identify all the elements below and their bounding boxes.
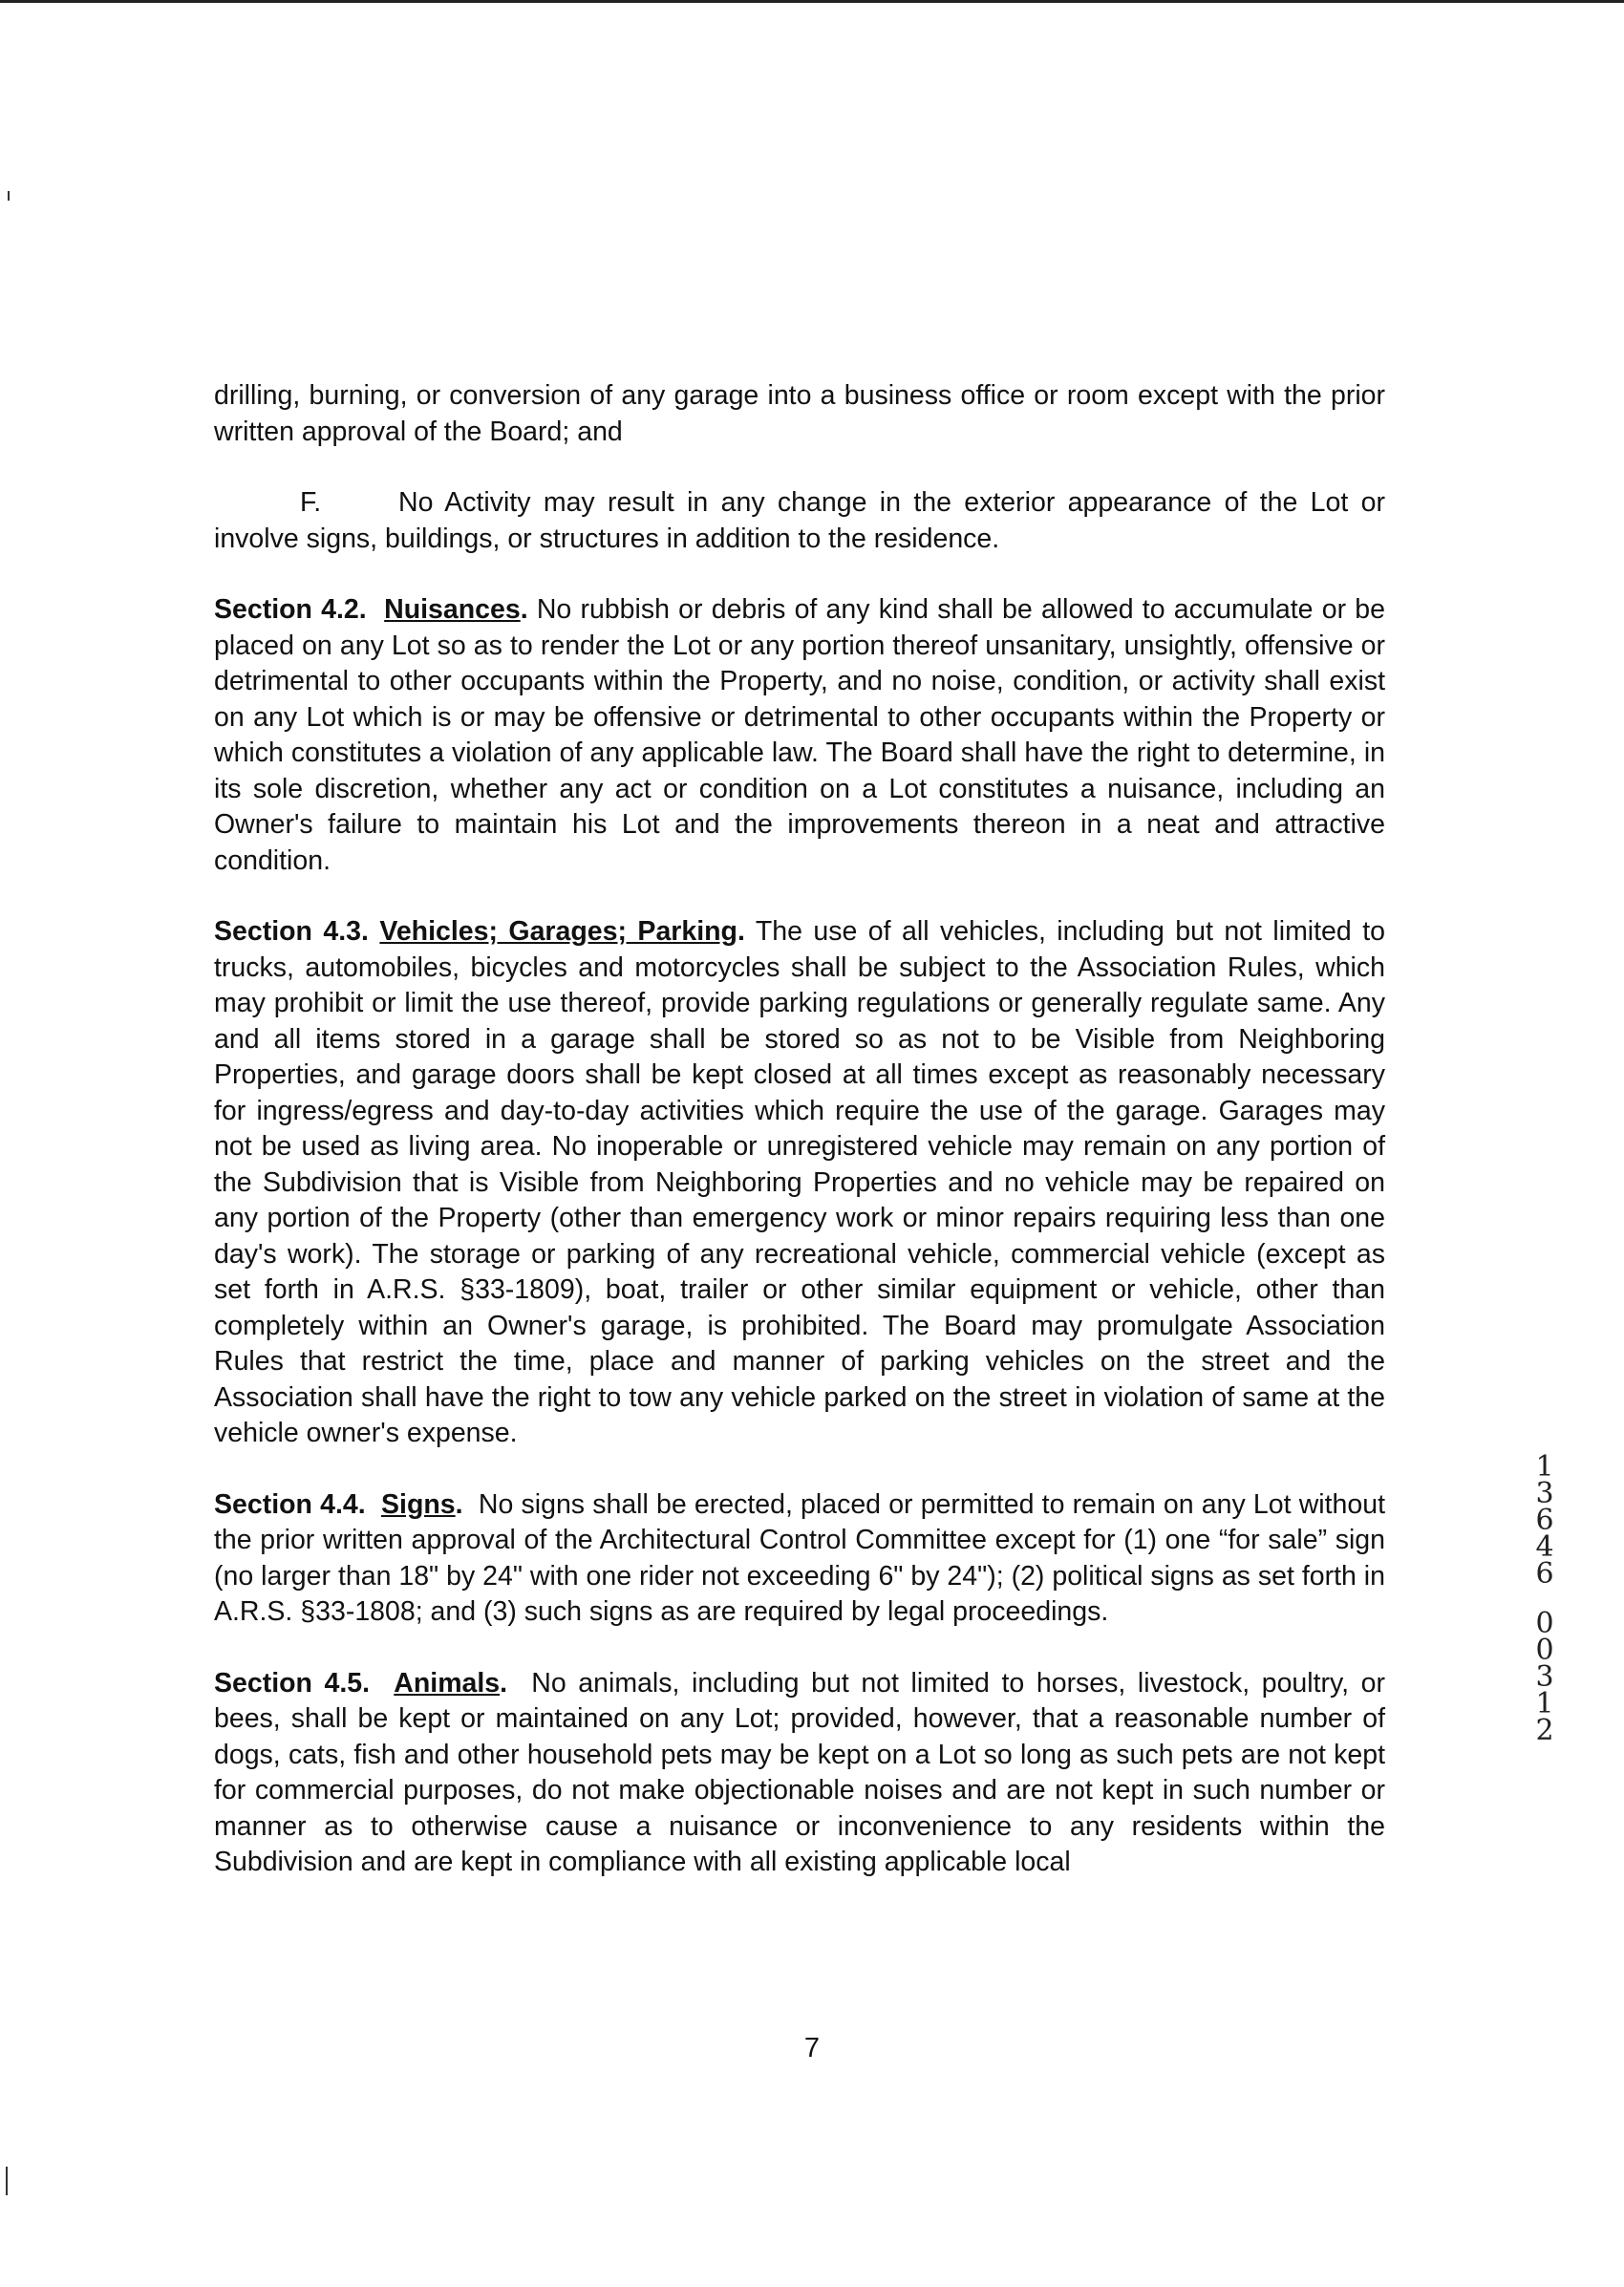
section-4-4-text: No signs shall be erected, placed or permitted to remain on any Lot without the prior written approval of the Architectural Control Committee except for (1) one “for sale” sign (no larger than 18" by 24" with one rider not exceeding 6" by 24"); (2) political signs as set forth in A.R.S. §33-1808; and (3) such signs as are required by legal proceedings. bbox=[214, 1488, 1385, 1627]
stamp-digit: 6 bbox=[1535, 1557, 1554, 1591]
scan-mark-left-top bbox=[8, 191, 10, 201]
section-4-5-text: No animals, including but not limited to horses, livestock, poultry, or bees, shall be kept or maintained on any Lot; provided, however, that a reasonable number of dogs, cats, fish and other household pets may be kept on a Lot so long as such pets are not kept for commercial purposes, do not make objectionable noises and are not kept in such number or manner as to otherwise cause a nuisance or inconvenience to any residents within the Subdivision and are kept in compliance with all existing applicable local bbox=[214, 1667, 1385, 1877]
stamp-digit: 1 bbox=[1535, 1450, 1554, 1484]
section-4-4: Section 4.4. Signs. No signs shall be erected, placed or permitted to remain on any Lot without the prior written approval of the Architectural Control Committee except for (1) one “for sale” sign (no larger than 18" by 24" with one rider not exceeding 6" by 24"); (2) political signs as set forth in A.R.S. §33-1808; and (3) such signs as are required by legal proceedings. bbox=[214, 1488, 1385, 1627]
stamp-digit: 0 bbox=[1535, 1607, 1554, 1640]
page-number: 7 bbox=[803, 2033, 821, 2063]
document-body bbox=[214, 378, 1385, 1916]
section-4-2-text: No rubbish or debris of any kind shall be allowed to accumulate or be placed on any Lot so as to render the Lot or any portion thereof unsanitary, unsightly, offensive or detrimental to other occupants within the Property, and no noise, condition, or activity shall exist on any Lot which is or may be offensive or detrimental to other occupants within the Property or which constitutes a violation of any applicable law. The Board shall have the right to determine, in its sole discretion, whether any act or condition on a Lot constitutes a nuisance, including an Owner's failure to maintain his Lot and the improvements thereon in a neat and attractive condition. bbox=[214, 594, 1385, 876]
paragraph-continuation: drilling, burning, or conversion of any garage into a business office or room except with the prior written approval of the Board; and bbox=[214, 380, 1385, 447]
section-4-2: Section 4.2. Nuisances. No rubbish or debris of any kind shall be allowed to accumulate or be placed on any Lot so as to render the Lot or any portion thereof unsanitary, unsightly, offensive or detrimental to other occupants within the Property, and no noise, condition, or activity shall exist on any Lot which is or may be offensive or detrimental to other occupants within the Property or which constitutes a violation of any applicable law. The Board shall have the right to determine, in its sole discretion, whether any act or condition on a Lot constitutes a nuisance, including an Owner's failure to maintain his Lot and the improvements thereon in a neat and attractive condition. bbox=[214, 594, 1385, 876]
stamp-digit: 0 bbox=[1535, 1634, 1554, 1667]
scan-top-edge bbox=[0, 0, 1624, 3]
recording-number-stamp bbox=[1528, 1450, 1561, 1747]
section-4-2-title: Nuisances bbox=[384, 594, 521, 625]
section-4-5-number: Section 4.5. bbox=[214, 1667, 371, 1699]
stamp-digit: 1 bbox=[1535, 1687, 1554, 1721]
item-f bbox=[214, 485, 1385, 557]
section-4-3-number: Section 4.3. bbox=[214, 916, 369, 947]
stamp-digit: 3 bbox=[1535, 1477, 1554, 1510]
scan-mark-left-bottom bbox=[6, 2167, 8, 2195]
stamp-digit: 3 bbox=[1535, 1660, 1554, 1694]
section-4-3: Section 4.3. Vehicles; Garages; Parking. The use of all vehicles, including but not limited to trucks, automobiles, bicycles and motorcycles shall be subject to the Association Rules, which may prohibit or limit the use thereof, provide parking regulations or generally regulate same. Any and all items stored in a garage shall be stored so as not to be Visible from Neighboring Properties, and garage doors shall be kept closed at all times except as reasonably necessary for ingress/egress and day-to-day activities which require the use of the garage. Garages may not be used as living area. No inoperable or unregistered vehicle may remain on any portion of the Subdivision that is Visible from Neighboring Properties and no vehicle may be repaired on any portion of the Property (other than emergency work or minor repairs requiring less than one day's work). The storage or parking of any recreational vehicle, commercial vehicle (except as set forth in A.R.S. §33-1809), boat, trailer or other similar equipment or vehicle, other than completely within an Owner's garage, is prohibited. The Board may promulgate Association Rules that restrict the time, place and manner of parking vehicles on the street and the Association shall have the right to tow any vehicle parked on the street in violation of same at the vehicle owner's expense. bbox=[214, 916, 1385, 1448]
section-4-3-text: The use of all vehicles, including but not limited to trucks, automobiles, bicycles and motorcycles shall be subject to the Association Rules, which may prohibit or limit the use thereof, provide parking regulations or generally regulate same. Any and all items stored in a garage shall be stored so as not to be Visible from Neighboring Properties, and garage doors shall be kept closed at all times except as reasonably necessary for ingress/egress and day-to-day activities which require the use of the garage. Garages may not be used as living area. No inoperable or unregistered vehicle may remain on any portion of the Subdivision that is Visible from Neighboring Properties and no vehicle may be repaired on any portion of the Property (other than emergency work or minor repairs requiring less than one day's work). The storage or parking of any recreational vehicle, commercial vehicle (except as set forth in A.R.S. §33-1809), boat, trailer or other similar equipment or vehicle, other than completely within an Owner's garage, is prohibited. The Board may promulgate Association Rules that restrict the time, place and manner of parking vehicles on the street and the Association shall have the right to tow any vehicle parked on the street in violation of same at the vehicle owner's expense. bbox=[214, 916, 1385, 1448]
stamp-digit: 2 bbox=[1535, 1714, 1554, 1747]
section-4-3-title: Vehicles; Garages; Parking bbox=[379, 916, 737, 947]
stamp-digit: 4 bbox=[1535, 1530, 1554, 1564]
section-4-4-number: Section 4.4. bbox=[214, 1488, 366, 1520]
section-4-5: Section 4.5. Animals. No animals, including but not limited to horses, livestock, poultry, or bees, shall be kept or maintained on any Lot; provided, however, that a reasonable number of dogs, cats, fish and other household pets may be kept on a Lot so long as such pets are not kept for commercial purposes, do not make objectionable noises and are not kept in such number or manner as to otherwise cause a nuisance or inconvenience to any residents within the Subdivision and are kept in compliance with all existing applicable local bbox=[214, 1667, 1385, 1877]
section-4-5-title: Animals bbox=[394, 1667, 501, 1699]
section-4-4-title: Signs bbox=[381, 1488, 456, 1520]
item-f-letter: F. bbox=[300, 487, 322, 518]
stamp-digit: 6 bbox=[1535, 1504, 1554, 1537]
item-f-text: No Activity may result in any change in the exterior appearance of the Lot or involve signs, buildings, or structures in addition to the residence. bbox=[214, 487, 1385, 554]
section-4-2-number: Section 4.2. bbox=[214, 594, 367, 625]
